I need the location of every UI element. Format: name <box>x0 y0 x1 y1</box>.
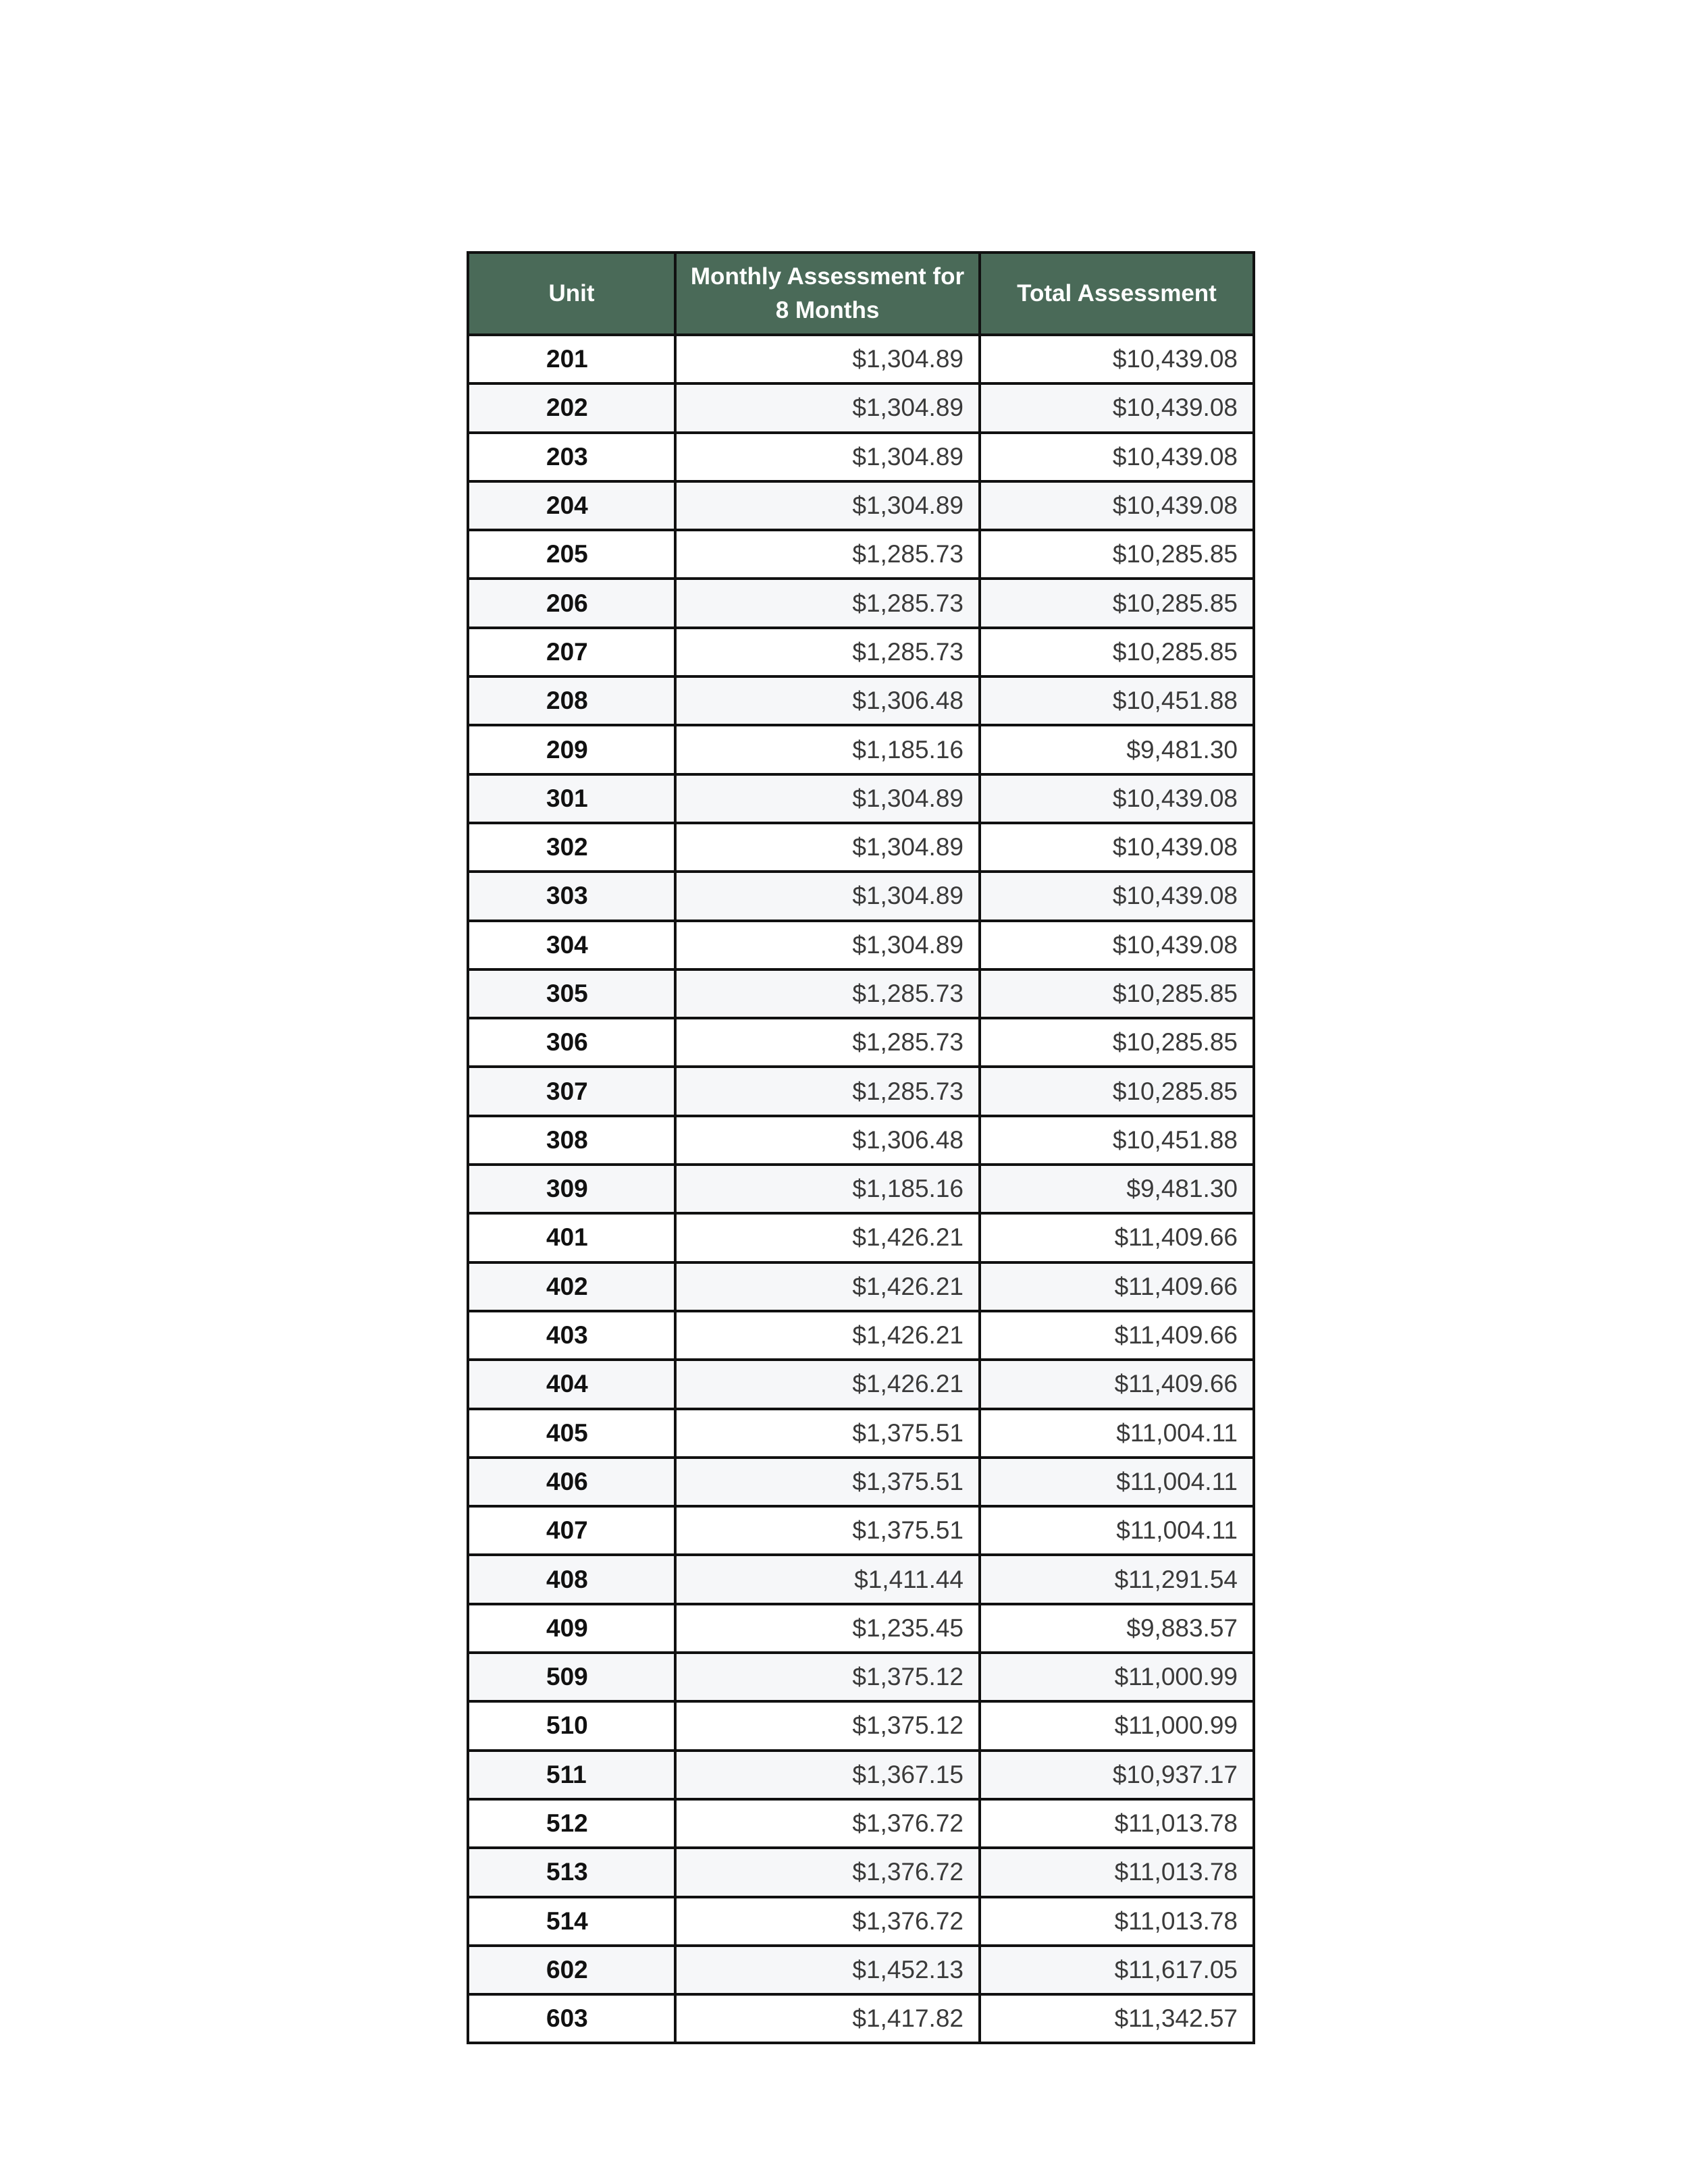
table-row <box>468 1360 1254 1408</box>
total-assessment-cell: $11,409.66 <box>980 1213 1254 1262</box>
total-assessment-cell: $11,013.78 <box>980 1848 1254 1896</box>
unit-cell: 209 <box>468 725 675 774</box>
monthly-assessment-cell: $1,304.89 <box>675 383 980 432</box>
monthly-assessment-cell: $1,285.73 <box>675 969 980 1018</box>
table-row <box>468 1701 1254 1750</box>
monthly-assessment-cell: $1,417.82 <box>675 1994 980 2043</box>
unit-cell: 602 <box>468 1946 675 1994</box>
table-row <box>468 1555 1254 1603</box>
table-row <box>468 628 1254 676</box>
monthly-assessment-cell: $1,376.72 <box>675 1799 980 1848</box>
total-assessment-cell: $10,937.17 <box>980 1751 1254 1799</box>
monthly-assessment-cell: $1,304.89 <box>675 774 980 823</box>
total-assessment-cell: $11,013.78 <box>980 1897 1254 1946</box>
total-assessment-cell: $10,285.85 <box>980 530 1254 579</box>
unit-cell: 403 <box>468 1311 675 1360</box>
monthly-assessment-cell: $1,375.51 <box>675 1506 980 1555</box>
header-row <box>468 252 1254 335</box>
total-assessment-cell: $10,285.85 <box>980 1018 1254 1067</box>
table-row <box>468 1604 1254 1653</box>
unit-cell: 510 <box>468 1701 675 1750</box>
monthly-assessment-cell: $1,375.51 <box>675 1458 980 1506</box>
monthly-assessment-cell: $1,375.12 <box>675 1701 980 1750</box>
total-assessment-column-header: Total Assessment <box>980 252 1254 335</box>
total-assessment-cell: $10,439.08 <box>980 383 1254 432</box>
monthly-assessment-cell: $1,185.16 <box>675 1165 980 1213</box>
monthly-assessment-cell: $1,285.73 <box>675 530 980 579</box>
table-row <box>468 383 1254 432</box>
table-row <box>468 823 1254 872</box>
total-assessment-cell: $11,409.66 <box>980 1262 1254 1311</box>
table-row <box>468 433 1254 481</box>
unit-cell: 305 <box>468 969 675 1018</box>
monthly-assessment-cell: $1,367.15 <box>675 1751 980 1799</box>
unit-column-header: Unit <box>468 252 675 335</box>
unit-cell: 603 <box>468 1994 675 2043</box>
total-assessment-cell: $11,409.66 <box>980 1360 1254 1408</box>
unit-cell: 204 <box>468 481 675 530</box>
table-row <box>468 1848 1254 1896</box>
monthly-assessment-cell: $1,426.21 <box>675 1213 980 1262</box>
unit-cell: 512 <box>468 1799 675 1848</box>
total-assessment-cell: $10,439.08 <box>980 872 1254 920</box>
table-row <box>468 1458 1254 1506</box>
table-row <box>468 1994 1254 2043</box>
table-row <box>468 335 1254 383</box>
unit-cell: 306 <box>468 1018 675 1067</box>
table-row <box>468 1409 1254 1458</box>
total-assessment-cell: $10,451.88 <box>980 676 1254 725</box>
table-row <box>468 1262 1254 1311</box>
total-assessment-cell: $11,004.11 <box>980 1506 1254 1555</box>
monthly-assessment-cell: $1,375.12 <box>675 1653 980 1701</box>
total-assessment-cell: $10,285.85 <box>980 1067 1254 1115</box>
total-assessment-cell: $11,617.05 <box>980 1946 1254 1994</box>
unit-cell: 511 <box>468 1751 675 1799</box>
total-assessment-cell: $10,285.85 <box>980 969 1254 1018</box>
monthly-assessment-cell: $1,426.21 <box>675 1311 980 1360</box>
unit-cell: 509 <box>468 1653 675 1701</box>
table-row <box>468 1506 1254 1555</box>
assessment-table <box>467 251 1255 2044</box>
monthly-assessment-cell: $1,285.73 <box>675 579 980 627</box>
table-row <box>468 579 1254 627</box>
total-assessment-cell: $10,439.08 <box>980 481 1254 530</box>
total-assessment-cell: $11,409.66 <box>980 1311 1254 1360</box>
table-row <box>468 1311 1254 1360</box>
unit-cell: 203 <box>468 433 675 481</box>
unit-cell: 202 <box>468 383 675 432</box>
total-assessment-cell: $10,439.08 <box>980 823 1254 872</box>
monthly-assessment-cell: $1,304.89 <box>675 872 980 920</box>
table-row <box>468 1751 1254 1799</box>
table-row <box>468 1018 1254 1067</box>
total-assessment-cell: $9,883.57 <box>980 1604 1254 1653</box>
unit-cell: 307 <box>468 1067 675 1115</box>
unit-cell: 205 <box>468 530 675 579</box>
unit-cell: 406 <box>468 1458 675 1506</box>
unit-cell: 201 <box>468 335 675 383</box>
unit-cell: 208 <box>468 676 675 725</box>
unit-cell: 407 <box>468 1506 675 1555</box>
table-row <box>468 921 1254 969</box>
table-row <box>468 1067 1254 1115</box>
unit-cell: 308 <box>468 1116 675 1165</box>
monthly-assessment-cell: $1,304.89 <box>675 481 980 530</box>
monthly-assessment-cell: $1,304.89 <box>675 921 980 969</box>
monthly-assessment-cell: $1,376.72 <box>675 1897 980 1946</box>
total-assessment-cell: $9,481.30 <box>980 1165 1254 1213</box>
monthly-assessment-cell: $1,304.89 <box>675 823 980 872</box>
table-row <box>468 481 1254 530</box>
unit-cell: 309 <box>468 1165 675 1213</box>
monthly-assessment-cell: $1,185.16 <box>675 725 980 774</box>
table-row <box>468 1799 1254 1848</box>
unit-cell: 206 <box>468 579 675 627</box>
table-row <box>468 1165 1254 1213</box>
monthly-assessment-cell: $1,285.73 <box>675 1018 980 1067</box>
total-assessment-cell: $11,342.57 <box>980 1994 1254 2043</box>
monthly-assessment-cell: $1,375.51 <box>675 1409 980 1458</box>
total-assessment-cell: $11,013.78 <box>980 1799 1254 1848</box>
total-assessment-cell: $10,439.08 <box>980 921 1254 969</box>
total-assessment-cell: $10,451.88 <box>980 1116 1254 1165</box>
unit-cell: 207 <box>468 628 675 676</box>
monthly-assessment-cell: $1,306.48 <box>675 1116 980 1165</box>
monthly-assessment-cell: $1,426.21 <box>675 1360 980 1408</box>
table-row <box>468 1116 1254 1165</box>
total-assessment-cell: $10,439.08 <box>980 774 1254 823</box>
unit-cell: 408 <box>468 1555 675 1603</box>
total-assessment-cell: $11,000.99 <box>980 1701 1254 1750</box>
table-row <box>468 530 1254 579</box>
table-row <box>468 725 1254 774</box>
total-assessment-cell: $10,285.85 <box>980 628 1254 676</box>
monthly-assessment-cell: $1,304.89 <box>675 335 980 383</box>
monthly-assessment-cell: $1,426.21 <box>675 1262 980 1311</box>
total-assessment-cell: $10,439.08 <box>980 433 1254 481</box>
monthly-assessment-cell: $1,304.89 <box>675 433 980 481</box>
table-row <box>468 1946 1254 1994</box>
monthly-assessment-cell: $1,306.48 <box>675 676 980 725</box>
unit-cell: 409 <box>468 1604 675 1653</box>
unit-cell: 513 <box>468 1848 675 1896</box>
monthly-assessment-cell: $1,376.72 <box>675 1848 980 1896</box>
unit-cell: 304 <box>468 921 675 969</box>
table-row <box>468 1897 1254 1946</box>
monthly-assessment-cell: $1,235.45 <box>675 1604 980 1653</box>
total-assessment-cell: $11,004.11 <box>980 1409 1254 1458</box>
total-assessment-cell: $9,481.30 <box>980 725 1254 774</box>
total-assessment-cell: $10,285.85 <box>980 579 1254 627</box>
total-assessment-cell: $10,439.08 <box>980 335 1254 383</box>
table-row <box>468 1213 1254 1262</box>
table-row <box>468 676 1254 725</box>
unit-cell: 302 <box>468 823 675 872</box>
total-assessment-cell: $11,004.11 <box>980 1458 1254 1506</box>
unit-cell: 401 <box>468 1213 675 1262</box>
table-body <box>468 335 1254 2043</box>
total-assessment-cell: $11,000.99 <box>980 1653 1254 1701</box>
unit-cell: 402 <box>468 1262 675 1311</box>
table-row <box>468 872 1254 920</box>
unit-cell: 514 <box>468 1897 675 1946</box>
monthly-assessment-cell: $1,285.73 <box>675 1067 980 1115</box>
unit-cell: 303 <box>468 872 675 920</box>
unit-cell: 404 <box>468 1360 675 1408</box>
total-assessment-cell: $11,291.54 <box>980 1555 1254 1603</box>
table-row <box>468 969 1254 1018</box>
monthly-assessment-cell: $1,285.73 <box>675 628 980 676</box>
table-header <box>468 252 1254 335</box>
table-row <box>468 1653 1254 1701</box>
monthly-assessment-cell: $1,411.44 <box>675 1555 980 1603</box>
unit-cell: 405 <box>468 1409 675 1458</box>
monthly-assessment-column-header: Monthly Assessment for 8 Months <box>675 252 980 335</box>
table-row <box>468 774 1254 823</box>
unit-cell: 301 <box>468 774 675 823</box>
monthly-assessment-cell: $1,452.13 <box>675 1946 980 1994</box>
